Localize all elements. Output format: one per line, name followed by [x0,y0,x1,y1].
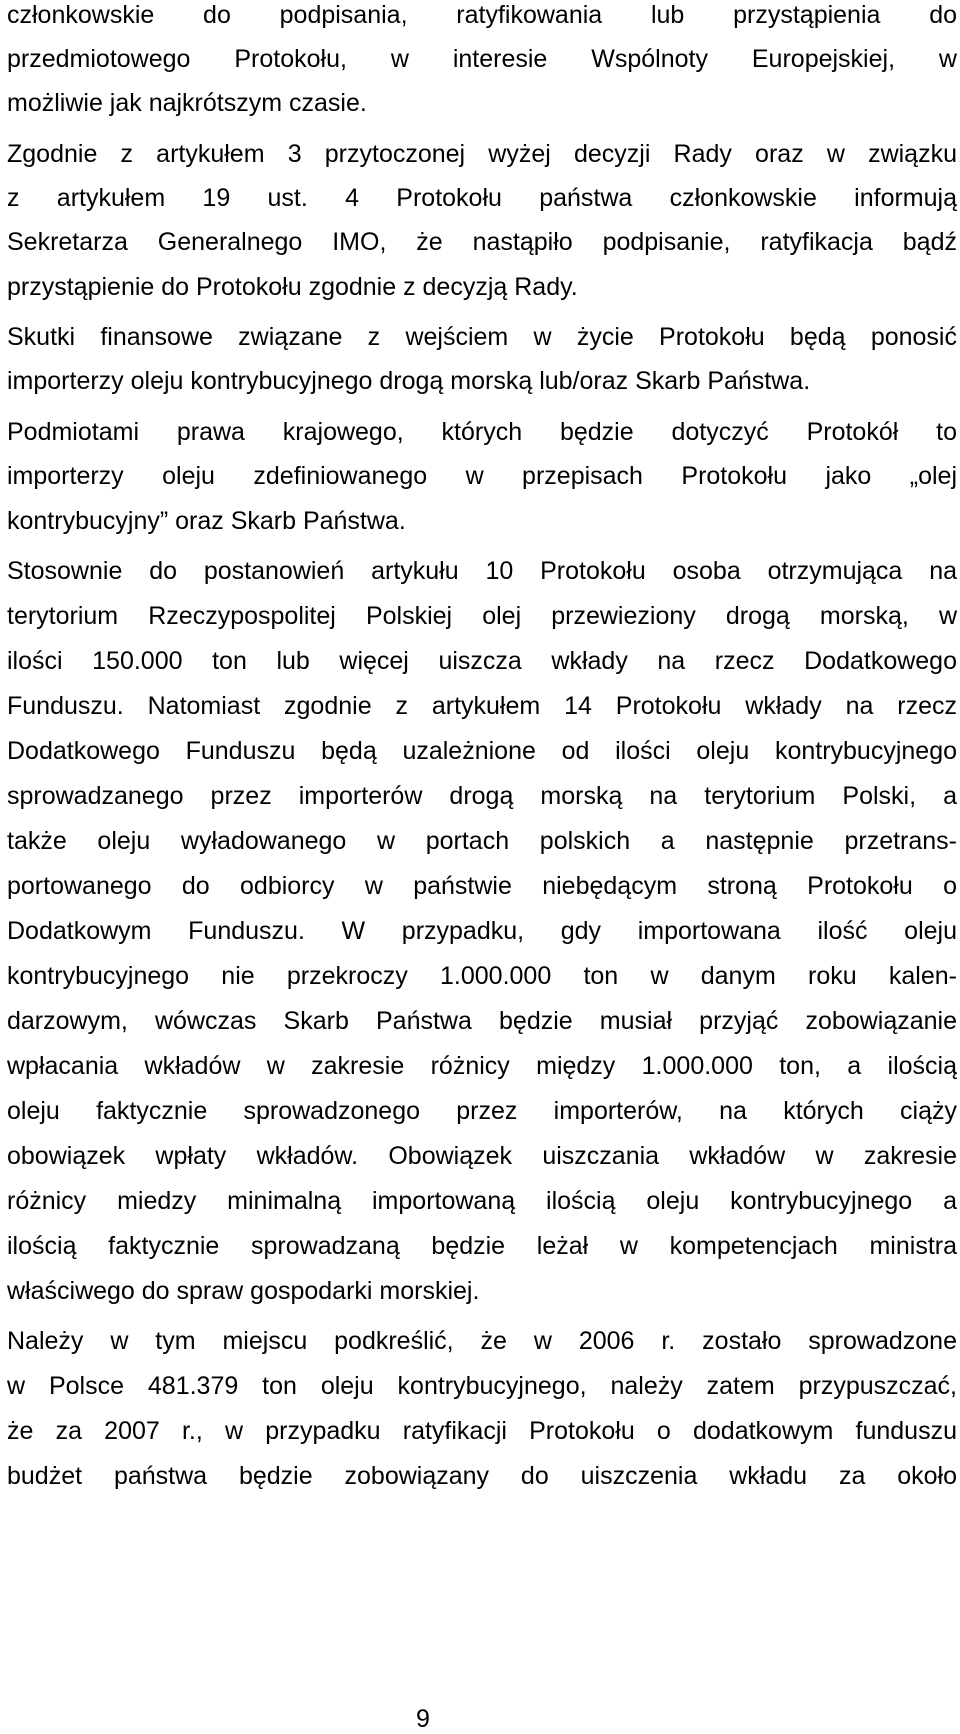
text-line: także oleju wyładowanego w portach polskich a następnie przetrans- [7,827,957,855]
text-line: Funduszu. Natomiast zgodnie z artykułem 14 Protokołu wkłady na rzecz [7,692,957,720]
text-line: kontrybucyjny” oraz Skarb Państwa. [7,507,406,535]
text-line: importerzy oleju zdefiniowanego w przepisach Protokołu jako „olej [7,462,957,490]
text-line: Podmiotami prawa krajowego, których będzie dotyczyć Protokół to [7,418,957,446]
text-line: kontrybucyjnego nie przekroczy 1.000.000 ton w danym roku kalen- [7,962,957,990]
text-line: wpłacania wkładów w zakresie różnicy między 1.000.000 ton, a ilością [7,1052,957,1080]
text-line: z artykułem 19 ust. 4 Protokołu państwa członkowskie informują [7,184,957,212]
text-line: Sekretarza Generalnego IMO, że nastąpiło podpisanie, ratyfikacja bądź [7,228,957,256]
text-line: darzowym, wówczas Skarb Państwa będzie musiał przyjąć zobowiązanie [7,1007,957,1035]
text-line: obowiązek wpłaty wkładów. Obowiązek uiszczania wkładów w zakresie [7,1142,957,1170]
text-line: możliwie jak najkrótszym czasie. [7,89,367,117]
text-line: sprowadzanego przez importerów drogą morską na terytorium Polski, a [7,782,957,810]
text-line: Skutki finansowe związane z wejściem w życie Protokołu będą ponosić [7,323,957,351]
text-line: Stosownie do postanowień artykułu 10 Protokołu osoba otrzymująca na [7,557,957,585]
text-line: terytorium Rzeczypospolitej Polskiej olej przewieziony drogą morską, w [7,602,957,630]
text-line: Zgodnie z artykułem 3 przytoczonej wyżej decyzji Rady oraz w związku [7,140,957,168]
text-line: Należy w tym miejscu podkreślić, że w 2006 r. zostało sprowadzone [7,1327,957,1355]
text-line: właściwego do spraw gospodarki morskiej. [7,1277,480,1305]
text-line: członkowskie do podpisania, ratyfikowania lub przystąpienia do [7,1,957,29]
text-line: Dodatkowym Funduszu. W przypadku, gdy importowana ilość oleju [7,917,957,945]
page-number: 9 [416,1705,430,1733]
text-line: importerzy oleju kontrybucyjnego drogą morską lub/oraz Skarb Państwa. [7,367,811,395]
text-line: przedmiotowego Protokołu, w interesie Wspólnoty Europejskiej, w [7,45,957,73]
text-line: Dodatkowego Funduszu będą uzależnione od ilości oleju kontrybucyjnego [7,737,957,765]
text-line: budżet państwa będzie zobowiązany do uiszczenia wkładu za około [7,1462,957,1490]
text-line: ilością faktycznie sprowadzaną będzie leżał w kompetencjach ministra [7,1232,957,1260]
text-line: oleju faktycznie sprowadzonego przez importerów, na których ciąży [7,1097,957,1125]
text-line: w Polsce 481.379 ton oleju kontrybucyjnego, należy zatem przypuszczać, [7,1372,957,1400]
text-line: ilości 150.000 ton lub więcej uiszcza wkłady na rzecz Dodatkowego [7,647,957,675]
text-line: że za 2007 r., w przypadku ratyfikacji Protokołu o dodatkowym funduszu [7,1417,957,1445]
text-line: portowanego do odbiorcy w państwie niebędącym stroną Protokołu o [7,872,957,900]
text-line: przystąpienie do Protokołu zgodnie z decyzją Rady. [7,273,578,301]
text-line: różnicy miedzy minimalną importowaną ilością oleju kontrybucyjnego a [7,1187,957,1215]
